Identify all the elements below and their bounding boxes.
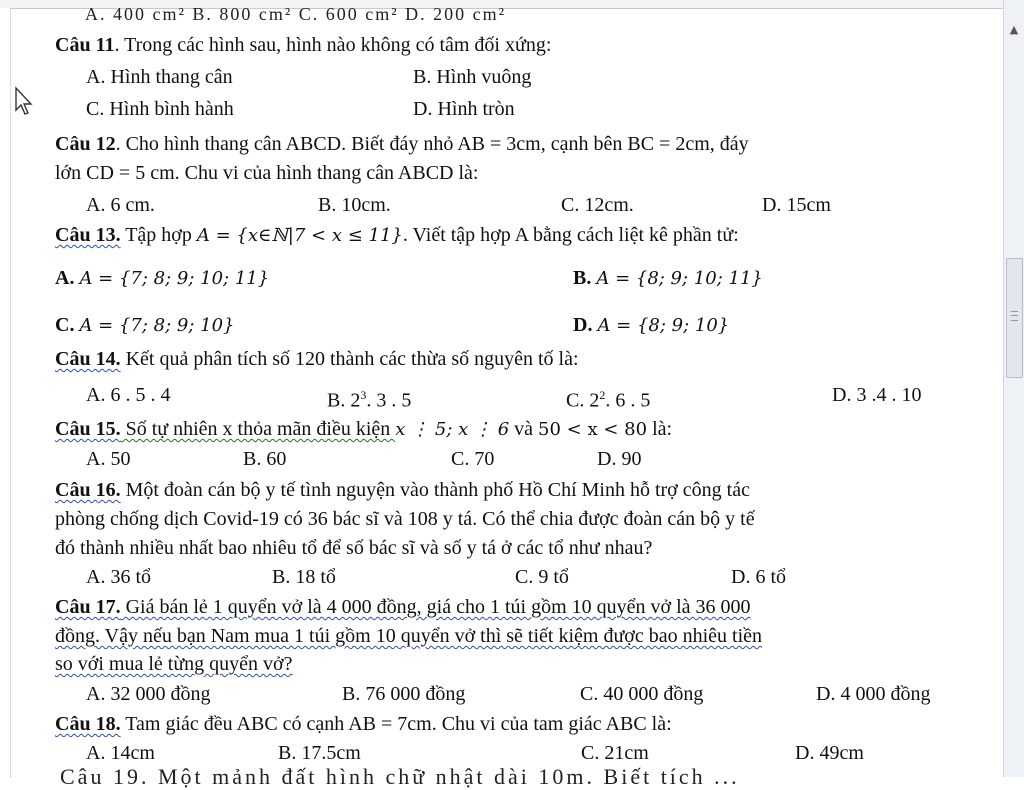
- q14-option-b: B. $2^3$. 3 . 5: [327, 388, 412, 412]
- cut-off-previous-line: A. 400 cm² B. 800 cm² C. 600 cm² D. 200 cm²: [85, 4, 507, 24]
- mouse-pointer-icon: [14, 86, 36, 116]
- q16-option-b: B. 18 tổ: [272, 566, 336, 588]
- q13-option-c: C. A = {7; 8; 9; 10}: [55, 314, 235, 336]
- q12-option-d: D. 15cm: [762, 194, 831, 216]
- scroll-thumb[interactable]: [1006, 258, 1023, 378]
- q11-option-a: A. Hình thang cân: [86, 66, 233, 88]
- q12-option-b: B. 10cm.: [318, 194, 391, 216]
- q17-option-d: D. 4 000 đồng: [816, 683, 931, 705]
- q14-option-c: C. $2^2$. 6 . 5: [566, 388, 651, 412]
- q16-option-d: D. 6 tổ: [731, 566, 786, 588]
- q17-option-b: B. 76 000 đồng: [342, 683, 466, 705]
- question-17: Câu 17. Giá bán lẻ 1 quyển vở là 4 000 đồng, giá cho 1 túi gồm 10 quyển vở là 36 000: [55, 596, 751, 618]
- q18-option-d: D. 49cm: [795, 742, 864, 764]
- question-16-line-2: phòng chống dịch Covid-19 có 36 bác sĩ và 108 y tá. Có thể chia được đoàn cán bộ y tế: [55, 508, 755, 530]
- q11-option-b: B. Hình vuông: [413, 66, 532, 88]
- q15-option-c: C. 70: [451, 448, 495, 470]
- question-12-line-2: lớn CD = 5 cm. Chu vi của hình thang cân ABCD là:: [55, 162, 479, 184]
- question-17-line-2: đồng. Vậy nếu bạn Nam mua 1 túi gồm 10 quyển vở thì sẽ tiết kiệm được bao nhiêu tiền: [55, 625, 763, 647]
- q13-option-b: B. A = {8; 9; 10; 11}: [573, 267, 763, 289]
- question-13: Câu 13. Tập hợp A = {x∈ℕ|7 < x ≤ 11}. Viết tập hợp A bằng cách liệt kê phần tử:: [55, 224, 739, 246]
- q12-option-a: A. 6 cm.: [86, 194, 155, 216]
- q13-option-a: A. A = {7; 8; 9; 10; 11}: [55, 267, 270, 289]
- q14-option-a: A. 6 . 5 . 4: [86, 384, 171, 406]
- q14-option-d: D. 3 .4 . 10: [832, 384, 922, 406]
- q18-option-b: B. 17.5cm: [278, 742, 361, 764]
- q18-option-c: C. 21cm: [581, 742, 649, 764]
- left-margin: [0, 8, 11, 777]
- q15-option-b: B. 60: [243, 448, 287, 470]
- scroll-up-arrow-icon[interactable]: ▲: [1009, 23, 1019, 36]
- q17-option-c: C. 40 000 đồng: [580, 683, 704, 705]
- question-12: Câu 12. Cho hình thang cân ABCD. Biết đáy nhỏ AB = 3cm, cạnh bên BC = 2cm, đáy: [55, 133, 749, 155]
- q15-option-d: D. 90: [597, 448, 642, 470]
- q17-option-a: A. 32 000 đồng: [86, 683, 211, 705]
- question-16: Câu 16. Một đoàn cán bộ y tế tình nguyện vào thành phố Hồ Chí Minh hỗ trợ công tác: [55, 479, 750, 501]
- q13-option-d: D. A = {8; 9; 10}: [573, 314, 730, 336]
- q11-option-d: D. Hình tròn: [413, 98, 515, 120]
- grip-icon: [1011, 311, 1018, 321]
- q15-option-a: A. 50: [86, 448, 131, 470]
- cut-off-next-line: Câu 19. Một mảnh đất hình chữ nhật dài 10m. Biết tích ...: [60, 764, 740, 789]
- question-18: Câu 18. Tam giác đều ABC có cạnh AB = 7cm. Chu vi của tam giác ABC là:: [55, 713, 672, 735]
- vertical-scrollbar[interactable]: [1003, 0, 1024, 777]
- question-16-line-3: đó thành nhiều nhất bao nhiêu tổ để số bác sĩ và số y tá ở các tổ như nhau?: [55, 537, 653, 559]
- q16-option-c: C. 9 tổ: [515, 566, 569, 588]
- question-11: Câu 11. Trong các hình sau, hình nào không có tâm đối xứng:: [55, 34, 552, 56]
- question-17-line-3: so với mua lẻ từng quyển vở?: [55, 653, 293, 675]
- q16-option-a: A. 36 tổ: [86, 566, 151, 588]
- q11-option-c: C. Hình bình hành: [86, 98, 234, 120]
- q18-option-a: A. 14cm: [86, 742, 155, 764]
- question-15: Câu 15. Số tự nhiên x thỏa mãn điều kiện x ⋮ 5; x ⋮ 6 và 50 < x < 80 là:: [55, 418, 673, 440]
- q12-option-c: C. 12cm.: [561, 194, 634, 216]
- question-14: Câu 14. Kết quả phân tích số 120 thành các thừa số nguyên tố là:: [55, 348, 579, 370]
